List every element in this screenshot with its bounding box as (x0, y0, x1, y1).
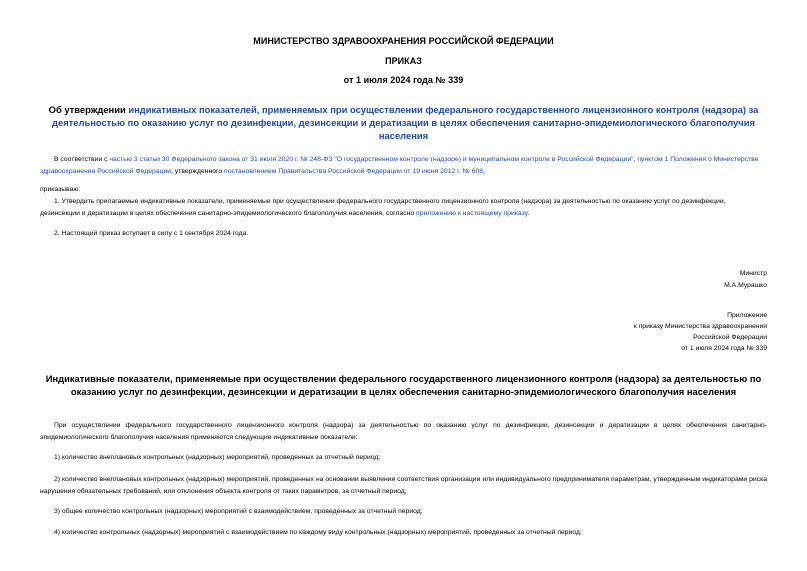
order-item-2: 2. Настоящий приказ вступает в силу с 1 сентября 2024 года. (54, 230, 249, 237)
preamble-paragraph (40, 154, 767, 178)
appendix-line-3: Российской Федерации (693, 334, 767, 341)
doc-date-heading: от 1 июля 2024 года № 339 (343, 75, 464, 85)
ministry-heading: МИНИСТЕРСТВО ЗДРАВООХРАНЕНИЯ РОССИЙСКОЙ ФЕДЕРАЦИИ (253, 36, 554, 46)
signature-name: М.А.Мурашко (724, 282, 767, 289)
preamble-text-2: , (633, 156, 638, 163)
indicator-item: 1) количество внеплановых контрольных (надзорных) мероприятий, проведенных за отчетный период; (54, 454, 381, 461)
indicator-item: 3) общее количество контрольных (надзорных) мероприятий с взаимодействием, проведенных за отчетный период; (54, 508, 423, 515)
preamble-law-link[interactable]: частью 3 статьи 30 Федерального закона от 31 июля 2020 г. № 248-ФЗ "О государственном контроле (надзоре) и муниципальном контроле в Российской Федерации" (109, 156, 634, 163)
preamble-text-3: , утвержденного (171, 168, 225, 175)
doc-type-heading: ПРИКАЗ (385, 56, 422, 66)
preamble-regulation-link[interactable]: пунктом 1 Положения о Министерстве здравоохранения Российской Федерации (40, 156, 759, 175)
indicator-item: 2) количество внеплановых контрольных (надзорных) мероприятий, проведенных на основании выявления соответствия организации или индивидуального предпринимателя параметрам, утвержденным индикаторами риска нарушения обязательных требований, или отклонения объекта контроля от таких параметров, за отчетный период; (40, 476, 767, 495)
preamble-text-1: В соответствии с (54, 156, 110, 163)
order-title (40, 103, 767, 142)
order-title-link[interactable]: индикативных показателей, применяемых при осуществлении федерального государственного лицензионного контроля (надзора) за деятельностью по оказанию услуг по дезинфекции, дезинсекции и дератизации в целях обеспечения санитарно-эпидемиологического благополучия населения (52, 104, 759, 141)
appendix-title: Индикативные показатели, применяемые при осуществлении федерального государственного лицензионного контроля (надзора) за деятельностью по оказанию услуг по дезинфекции, дезинсекции и дератизации в целях обеспечения санитарно-эпидемиологического благополучия населения (45, 373, 762, 397)
appendix-intro: При осуществлении федерального государственного лицензионного контроля (надзора) за деятельностью по оказанию услуг по дезинфекции, дезинсекции и дератизации в целях обеспечения санитарно-эпидемиологического благополучия населения применяются следующие индикативные показатели: (40, 422, 767, 441)
preamble-text-4: , (483, 168, 485, 175)
order-word: приказываю: (40, 186, 81, 193)
order-title-prefix: Об утверждении (48, 104, 129, 115)
appendix-link[interactable]: приложению к настоящему приказу (416, 210, 528, 217)
appendix-line-4: от 1 июля 2024 года № 339 (681, 345, 767, 352)
order-item-1 (40, 196, 767, 220)
indicator-item: 4) количество контрольных (надзорных) мероприятий с взаимодействием по каждому виду контрольных (надзорных) мероприятий, проведенных за отчетный период; (54, 529, 582, 536)
appendix-line-1: Приложение (727, 312, 767, 319)
order-item-1-end: . (527, 210, 530, 217)
appendix-line-2: к приказу Министерства здравоохранения (633, 323, 767, 330)
preamble-decree-link[interactable]: постановлением Правительства Российской Федерации от 19 июня 2012 г. № 608 (224, 168, 484, 175)
signature-role: Министр (739, 270, 767, 277)
order-item-1-text: 1. Утвердить прилагаемые индикативные показатели, применяемые при осуществлении федерального государственного лицензионного контроля (надзора) за деятельностью по оказанию услуг по дезинфекции, дезинсекции и дератизации в целях обеспечения санитарно-эпидемиологического благополучия населения, согласно (40, 198, 726, 217)
